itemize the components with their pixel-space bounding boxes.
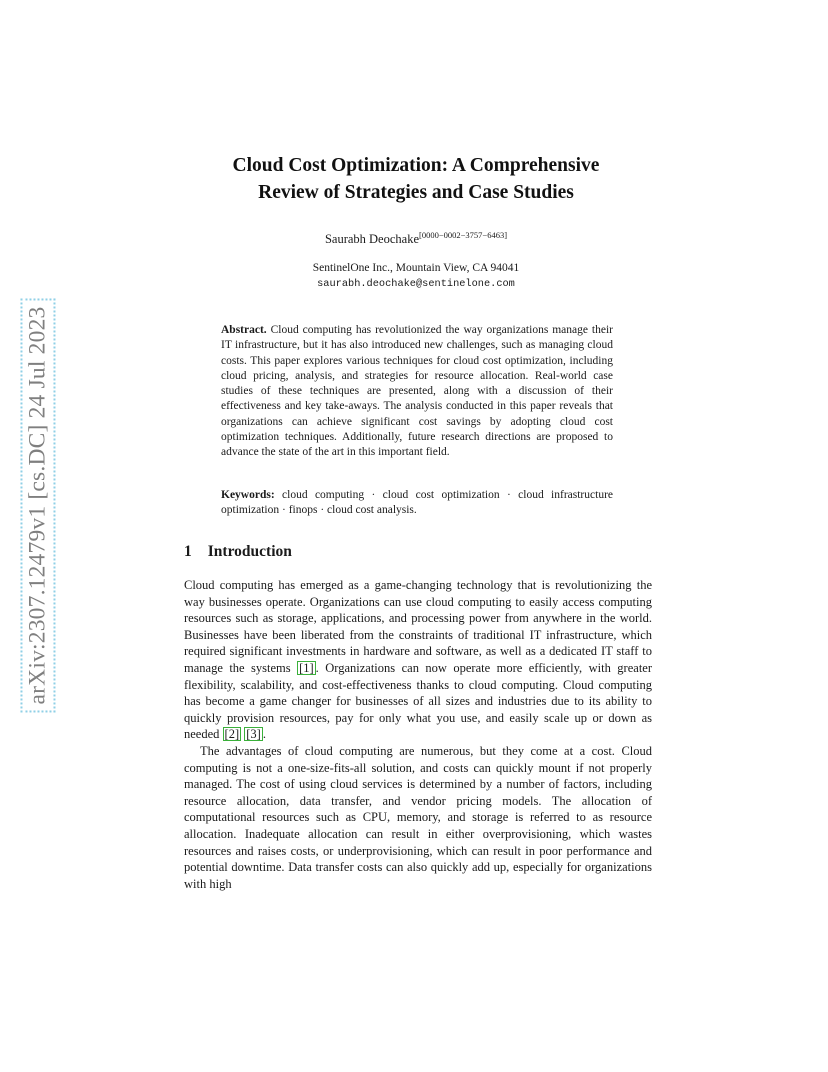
citation-link-1[interactable]: [1] [299,660,314,675]
affiliation-block [160,260,672,292]
title-line-1: Cloud Cost Optimization: A Comprehensive [232,155,600,176]
author-name: Saurabh Deochake [324,232,419,246]
affiliation: SentinelOne Inc., Mountain View, CA 94041 [312,262,520,274]
arxiv-identifier-stamp [20,265,56,745]
paragraph-1-text-c: . [262,727,266,742]
arxiv-identifier: arXiv:2307.12479v1 [cs.DC] 24 Jul 2023 [21,298,56,712]
paragraph-1-text-b: . Organizations can now operate more efficiently, with greater flexibility, scalability, and cost-effectiveness thanks to cloud computing. Cloud computing has become a game changer for businesses of all sizes and industries due to its ability to quickly provision resources, pay for only what you use, and easily scale up or down as needed [184,660,653,742]
paragraph-2: The advantages of cloud computing are numerous, but they come at a cost. Cloud computing is not a one-size-fits-all solution, and costs can quickly mount if not properly managed. The cost of using cloud services is determined by a number of factors, including resource allocation, data transfer, and vendor pricing models. The allocation of computational resources such as CPU, memory, and storage is referred to as resource allocation. Inadequate allocation can result in either overprovisioning, which wastes resources and raises costs, or underprovisioning, which can result in poor performance and potential downtime. Data transfer costs can also quickly add up, especially for organizations with high [184,743,652,891]
section-number: 1 [184,543,192,560]
author-email[interactable]: saurabh.deochake@sentinelone.com [317,278,515,290]
abstract [221,323,613,461]
citation-link-3[interactable]: [3] [246,727,261,742]
abstract-text: Cloud computing has revolutionized the way organizations manage their IT infrastructure, but it has also introduced new challenges, such as managing cloud costs. This paper explores various techniques for cloud cost optimization, including cloud pricing, analysis, and strategies for resource allocation. Real-world case studies of these techniques are presented, along with a discussion of their effectiveness and key take-aways. The analysis conducted in this paper reveals that organizations can achieve significant cost savings by adopting cloud cost optimization techniques. Additionally, future research directions are proposed to advance the state of the art in this important field. [221,324,614,459]
paragraph-1 [184,577,652,743]
introduction-body [184,577,652,892]
paragraph-1-text-a: Cloud computing has emerged as a game-changing technology that is revolutionizing the way businesses operate. Organizations can use cloud computing to easily access computing resources such as storage, applications, and processing power from anywhere in the world. Businesses have been liberated from the constraints of traditional IT infrastructure, which required significant investments in hardware and software, as well as a dedicated IT staff to manage the systems [184,578,652,675]
keywords-label: Keywords: [221,489,275,501]
author-orcid: [0000−0002−3757−6463] [419,230,508,240]
section-heading [184,543,292,561]
keywords [221,488,613,519]
paper-title [160,152,672,206]
author-line [160,230,672,247]
keywords-text: cloud computing · cloud cost optimization · cloud infrastructure optimization · finops · cloud cost analysis. [221,489,613,517]
citation-link-2[interactable]: [2] [224,727,240,742]
abstract-label: Abstract. [221,324,267,336]
title-line-2: Review of Strategies and Case Studies [258,182,574,203]
section-title: Introduction [207,543,292,560]
